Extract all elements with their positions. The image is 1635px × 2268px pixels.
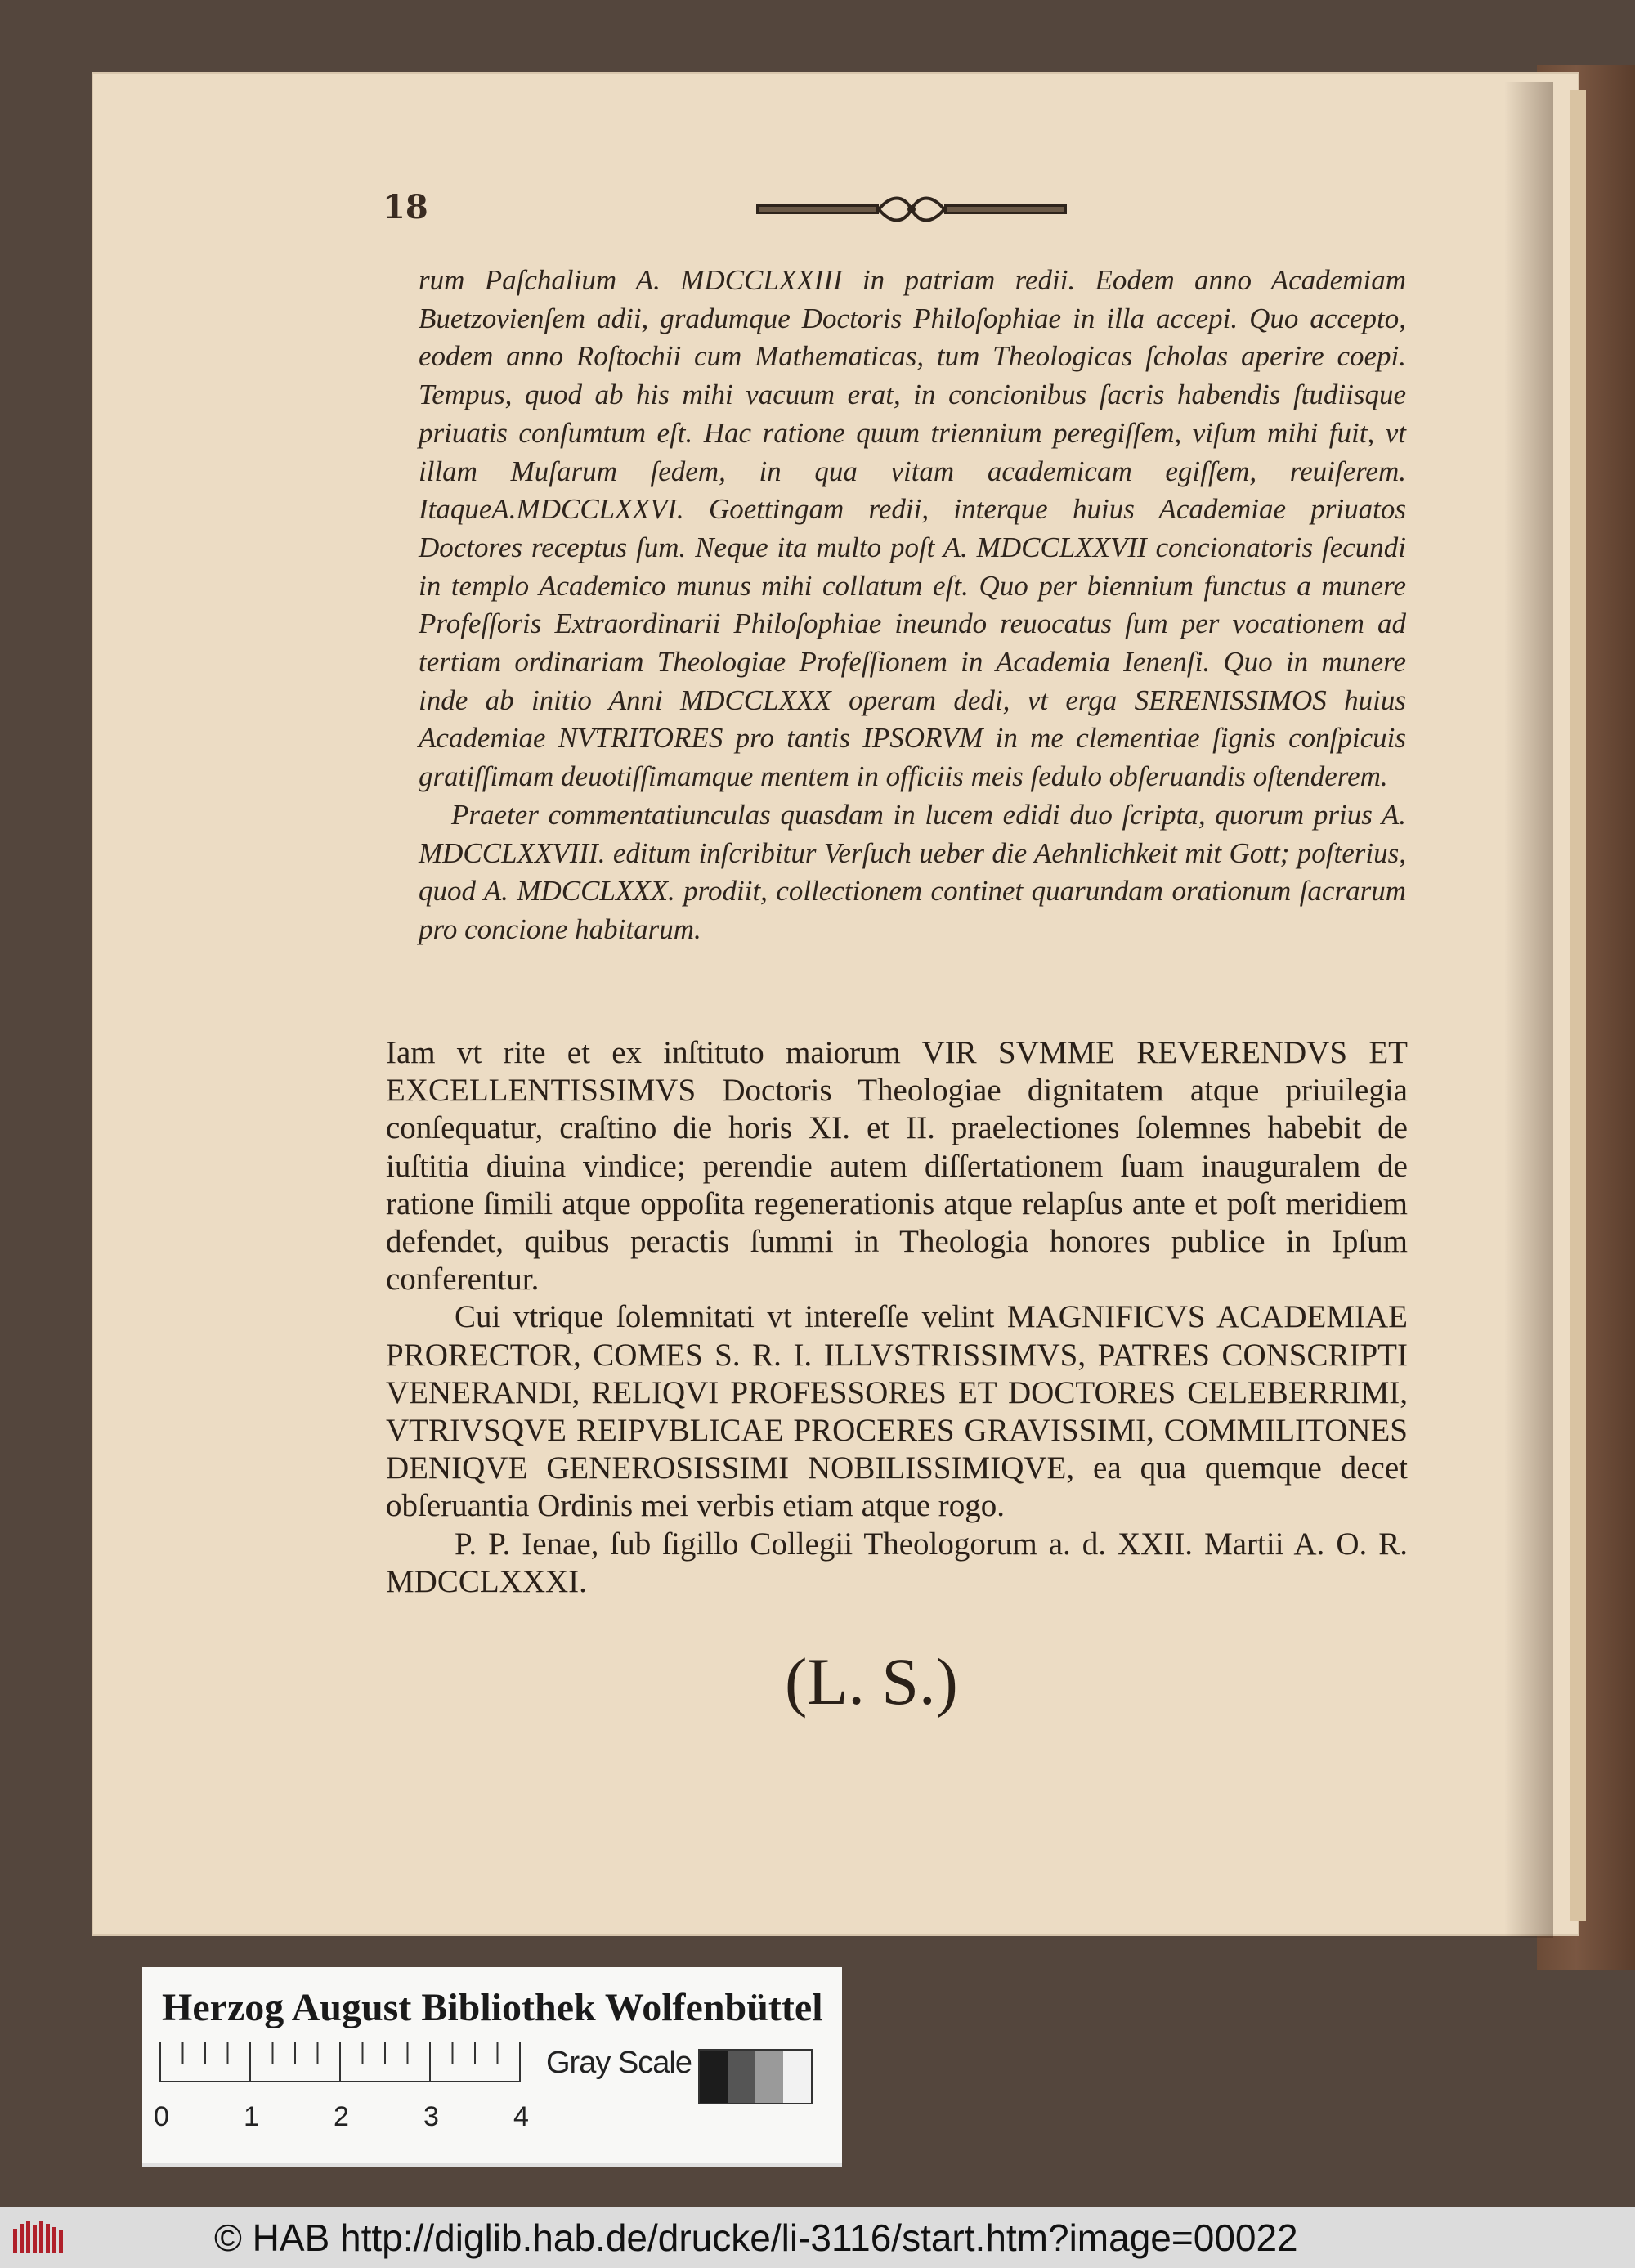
- gray-swatches: [698, 2049, 813, 2104]
- gray-scale-label: Gray Scale: [546, 2046, 692, 2080]
- roman-paragraph: P. P. Ienae, ſub ſigillo Collegii Theologorum a. d. XXII. Martii A. O. R. MDCCLXXXI.: [386, 1526, 1408, 1599]
- roman-text-block: [386, 1034, 1408, 1601]
- ruler-number: 0: [154, 2101, 169, 2132]
- gray-swatch: [700, 2051, 728, 2103]
- italic-paragraph: Praeter commentatiunculas quasdam in lucem edidi duo ſcripta, quorum prius A. MDCCLXXVIII. editum inſcribitur Verſuch ueber die Aehnlichkeit mit Gott; poſterius, quod A. MDCCLXXX. prodiit, collectionem continet quarundam orationum ſacrarum pro concione habitarum.: [419, 798, 1406, 945]
- hab-logo-icon: [11, 2217, 67, 2258]
- ruler-number: 2: [334, 2101, 349, 2132]
- roman-paragraph: Cui vtrique ſolemnitati vt intereſſe velint MAGNIFICVS ACADEMIAE PRORECTOR, COMES S. R. I. ILLVSTRISSIMVS, PATRES CONSCRIPTI VENERANDI, RELIQVI PROFESSORES ET DOCTORES CELEBERRIMI, VTRIVSQVE REIPVBLICAE PROCERES GRAVISSIMI, COMMILITONES DENIQVE GENEROSISSIMI NOBILISSIMIQVE, ea qua quemque decet obſeruantia Ordinis mei verbis etiam atque rogo.: [386, 1299, 1408, 1524]
- gray-swatch: [728, 2051, 755, 2103]
- roman-paragraph: Iam vt rite et ex inſtituto maiorum VIR SVMME REVERENDVS ET EXCELLENTISSIMVS Doctoris Theologiae dignitatem atque priuilegia conſequatur, craſtino die horis XI. et II. praelectiones ſolemnes habebit de iuſtitia diuina vindice; perendie autem diſſertationem ſuam inauguralem de ratione ſimili atque oppoſita regenerationis atque relapſus ante et poſt meridiem defendet, quibus peractis ſummi in Theologia honores publice in Ipſum conferentur.: [386, 1035, 1408, 1298]
- spine-shadow: [1504, 82, 1553, 1938]
- gray-swatch: [755, 2051, 783, 2103]
- page-edge: [1570, 90, 1586, 1921]
- color-checker-card: [142, 1967, 842, 2167]
- library-name: Herzog August Bibliothek Wolfenbüttel: [162, 1986, 823, 2029]
- ruler-number: 1: [244, 2101, 259, 2132]
- seal-mark: (L. S.): [785, 1644, 958, 1719]
- italic-text-block: [419, 262, 1406, 949]
- ruler-number: 4: [513, 2101, 529, 2132]
- gray-swatch: [783, 2051, 811, 2103]
- page-number: 18: [383, 188, 428, 226]
- footer-url: © HAB http://diglib.hab.de/drucke/li-3116/start.htm?image=00022: [214, 2216, 1298, 2259]
- footer-bar: [0, 2207, 1635, 2268]
- ornament-icon: [756, 193, 1067, 226]
- ruler-number: 3: [423, 2101, 439, 2132]
- italic-paragraph: rum Paſchalium A. MDCCLXXIII in patriam redii. Eodem anno Academiam Buetzovienſem adii, gradumque Doctoris Philoſophiae in illa accepi. Quo accepto, eodem anno Roſtochii cum Mathematicas, tum Theologicas ſcholas aperire coepi. Tempus, quod ab his mihi vacuum erat, in concionibus ſacris habendis ſtudiisque priuatis conſumtum eſt. Hac ratione quum triennium peregiſſem, viſum mihi fuit, vt illam Muſarum ſedem, in qua vitam academicam egiſſem, reuiſerem. ItaqueA.MDCCLXXVI. Goettingam redii, interque huius Academiae priuatos Doctores receptus ſum. Neque ita multo poſt A. MDCCLXXVII concionatoris ſecundi in templo Academico munus mihi collatum eſt. Quo per biennium functus a munere Profeſſoris Extraordinarii Philoſophiae ineundo reuocatus ſum per vocationem ad tertiam ordinariam Theologiae Profeſſionem in Academia Ienenſi. Quo in munere inde ab initio Anni MDCCLXXX operam dedi, vt erga SERENISSIMOS huius Academiae NVTRITORES pro tantis IPSORVM in me clementiae ſignis conſpicuis gratiſſimam deuotiſſimamque mentem in officiis meis ſedulo obſeruandis oſtenderem.: [419, 264, 1406, 793]
- ruler-scale: [154, 2042, 546, 2149]
